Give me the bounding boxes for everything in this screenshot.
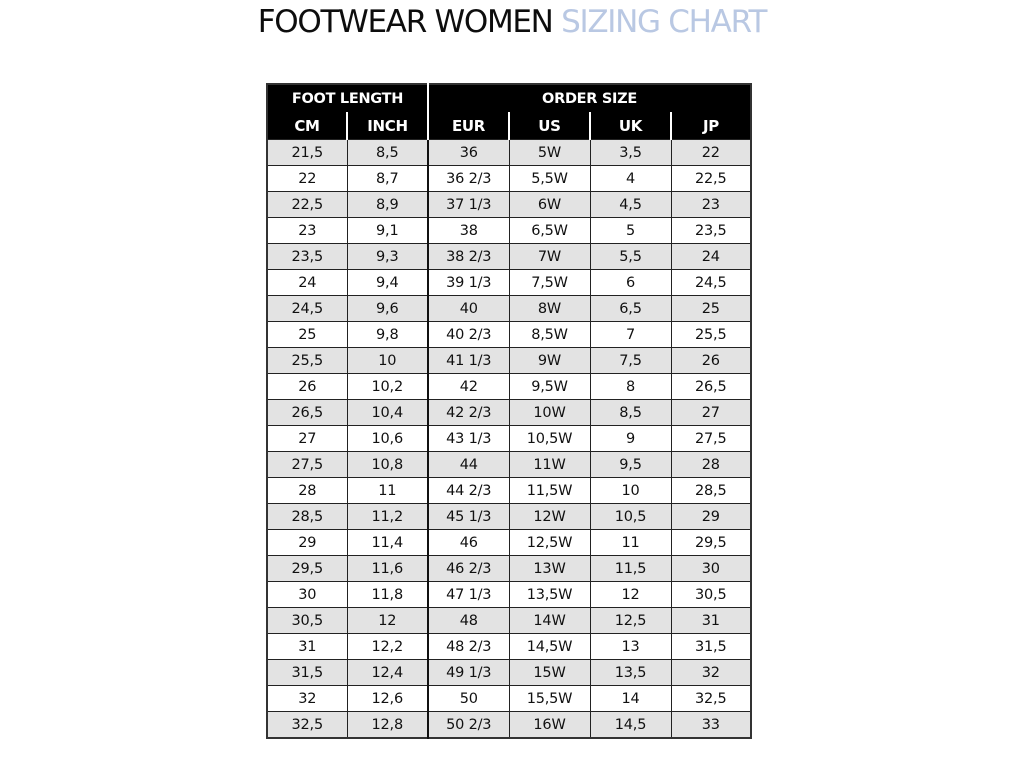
title-main: FOOTWEAR WOMEN: [257, 4, 553, 40]
cell-jp: 24,5: [671, 270, 751, 296]
cell-eur: 40: [428, 296, 509, 322]
cell-us: 9W: [509, 348, 590, 374]
cell-jp: 28: [671, 452, 751, 478]
cell-inch: 9,3: [347, 244, 428, 270]
cell-jp: 30: [671, 556, 751, 582]
cell-jp: 32: [671, 660, 751, 686]
cell-uk: 6: [590, 270, 671, 296]
cell-us: 16W: [509, 712, 590, 739]
table-row: [267, 192, 751, 218]
cell-eur: 37 1/3: [428, 192, 509, 218]
cell-inch: 10: [347, 348, 428, 374]
cell-eur: 43 1/3: [428, 426, 509, 452]
cell-us: 12W: [509, 504, 590, 530]
table-row: [267, 218, 751, 244]
table-row: [267, 166, 751, 192]
cell-eur: 41 1/3: [428, 348, 509, 374]
cell-inch: 12: [347, 608, 428, 634]
cell-us: 6,5W: [509, 218, 590, 244]
cell-jp: 22,5: [671, 166, 751, 192]
cell-us: 15W: [509, 660, 590, 686]
table-row: [267, 140, 751, 166]
cell-inch: 9,1: [347, 218, 428, 244]
cell-uk: 14: [590, 686, 671, 712]
table-row: [267, 660, 751, 686]
cell-inch: 8,5: [347, 140, 428, 166]
cell-inch: 11: [347, 478, 428, 504]
cell-cm: 26,5: [267, 400, 347, 426]
cell-inch: 8,7: [347, 166, 428, 192]
cell-eur: 38: [428, 218, 509, 244]
table-row: [267, 400, 751, 426]
table-row: [267, 556, 751, 582]
cell-eur: 40 2/3: [428, 322, 509, 348]
cell-cm: 22,5: [267, 192, 347, 218]
cell-eur: 36 2/3: [428, 166, 509, 192]
cell-cm: 29: [267, 530, 347, 556]
cell-cm: 23: [267, 218, 347, 244]
cell-eur: 48: [428, 608, 509, 634]
cell-cm: 28: [267, 478, 347, 504]
cell-jp: 26: [671, 348, 751, 374]
cell-us: 11W: [509, 452, 590, 478]
cell-uk: 14,5: [590, 712, 671, 739]
cell-cm: 25,5: [267, 348, 347, 374]
cell-cm: 23,5: [267, 244, 347, 270]
cell-us: 12,5W: [509, 530, 590, 556]
title-accent: SIZING CHART: [561, 4, 767, 40]
cell-us: 10W: [509, 400, 590, 426]
cell-inch: 10,8: [347, 452, 428, 478]
cell-jp: 25,5: [671, 322, 751, 348]
cell-eur: 46: [428, 530, 509, 556]
cell-inch: 12,6: [347, 686, 428, 712]
cell-uk: 5,5: [590, 244, 671, 270]
cell-inch: 12,2: [347, 634, 428, 660]
cell-cm: 29,5: [267, 556, 347, 582]
cell-cm: 27: [267, 426, 347, 452]
table-row: [267, 452, 751, 478]
cell-us: 10,5W: [509, 426, 590, 452]
column-header-eur: EUR: [428, 112, 509, 140]
cell-eur: 46 2/3: [428, 556, 509, 582]
cell-uk: 3,5: [590, 140, 671, 166]
cell-cm: 32,5: [267, 712, 347, 739]
cell-us: 15,5W: [509, 686, 590, 712]
cell-uk: 13,5: [590, 660, 671, 686]
table-row: [267, 374, 751, 400]
table-row: [267, 686, 751, 712]
cell-eur: 36: [428, 140, 509, 166]
table-row: [267, 582, 751, 608]
cell-inch: 9,6: [347, 296, 428, 322]
cell-us: 6W: [509, 192, 590, 218]
cell-jp: 27,5: [671, 426, 751, 452]
cell-inch: 11,8: [347, 582, 428, 608]
cell-eur: 45 1/3: [428, 504, 509, 530]
cell-eur: 42 2/3: [428, 400, 509, 426]
cell-inch: 12,8: [347, 712, 428, 739]
table-row: [267, 322, 751, 348]
table-row: [267, 244, 751, 270]
table-row: [267, 296, 751, 322]
cell-us: 5W: [509, 140, 590, 166]
table-row: [267, 426, 751, 452]
cell-uk: 7: [590, 322, 671, 348]
cell-jp: 27: [671, 400, 751, 426]
cell-jp: 26,5: [671, 374, 751, 400]
cell-uk: 7,5: [590, 348, 671, 374]
cell-us: 5,5W: [509, 166, 590, 192]
cell-eur: 44 2/3: [428, 478, 509, 504]
cell-us: 7,5W: [509, 270, 590, 296]
cell-inch: 12,4: [347, 660, 428, 686]
cell-uk: 8,5: [590, 400, 671, 426]
cell-inch: 9,8: [347, 322, 428, 348]
page-title: [0, 2, 1024, 42]
cell-eur: 50: [428, 686, 509, 712]
cell-cm: 31,5: [267, 660, 347, 686]
cell-jp: 30,5: [671, 582, 751, 608]
cell-eur: 38 2/3: [428, 244, 509, 270]
cell-uk: 13: [590, 634, 671, 660]
cell-uk: 8: [590, 374, 671, 400]
cell-us: 11,5W: [509, 478, 590, 504]
cell-cm: 26: [267, 374, 347, 400]
sizing-table: [266, 83, 752, 739]
table-row: [267, 530, 751, 556]
cell-cm: 27,5: [267, 452, 347, 478]
cell-jp: 25: [671, 296, 751, 322]
group-header-row: [267, 84, 751, 112]
cell-jp: 31: [671, 608, 751, 634]
cell-jp: 22: [671, 140, 751, 166]
cell-jp: 23: [671, 192, 751, 218]
cell-us: 8W: [509, 296, 590, 322]
cell-cm: 22: [267, 166, 347, 192]
cell-uk: 5: [590, 218, 671, 244]
cell-uk: 6,5: [590, 296, 671, 322]
cell-cm: 32: [267, 686, 347, 712]
cell-uk: 11: [590, 530, 671, 556]
table-row: [267, 634, 751, 660]
cell-eur: 48 2/3: [428, 634, 509, 660]
cell-cm: 21,5: [267, 140, 347, 166]
table-row: [267, 712, 751, 739]
table-row: [267, 608, 751, 634]
cell-cm: 24,5: [267, 296, 347, 322]
cell-inch: 11,6: [347, 556, 428, 582]
cell-inch: 9,4: [347, 270, 428, 296]
cell-eur: 47 1/3: [428, 582, 509, 608]
cell-jp: 23,5: [671, 218, 751, 244]
cell-eur: 49 1/3: [428, 660, 509, 686]
column-header-inch: INCH: [347, 112, 428, 140]
cell-uk: 12: [590, 582, 671, 608]
group-header-order-size: ORDER SIZE: [428, 84, 751, 112]
size-rows: [267, 140, 751, 739]
cell-inch: 8,9: [347, 192, 428, 218]
column-header-uk: UK: [590, 112, 671, 140]
cell-jp: 31,5: [671, 634, 751, 660]
cell-eur: 44: [428, 452, 509, 478]
column-header-us: US: [509, 112, 590, 140]
cell-inch: 11,2: [347, 504, 428, 530]
cell-cm: 25: [267, 322, 347, 348]
cell-inch: 10,2: [347, 374, 428, 400]
cell-eur: 39 1/3: [428, 270, 509, 296]
column-header-cm: CM: [267, 112, 347, 140]
cell-uk: 10,5: [590, 504, 671, 530]
cell-us: 13,5W: [509, 582, 590, 608]
table-row: [267, 478, 751, 504]
table-row: [267, 504, 751, 530]
cell-us: 7W: [509, 244, 590, 270]
cell-eur: 42: [428, 374, 509, 400]
table-row: [267, 348, 751, 374]
cell-inch: 10,6: [347, 426, 428, 452]
cell-uk: 4,5: [590, 192, 671, 218]
cell-us: 14,5W: [509, 634, 590, 660]
cell-us: 8,5W: [509, 322, 590, 348]
cell-uk: 4: [590, 166, 671, 192]
table-row: [267, 270, 751, 296]
group-header-foot-length: FOOT LENGTH: [267, 84, 428, 112]
cell-uk: 10: [590, 478, 671, 504]
cell-us: 13W: [509, 556, 590, 582]
cell-cm: 24: [267, 270, 347, 296]
cell-uk: 9: [590, 426, 671, 452]
cell-us: 9,5W: [509, 374, 590, 400]
cell-inch: 10,4: [347, 400, 428, 426]
cell-jp: 29,5: [671, 530, 751, 556]
column-header-row: [267, 112, 751, 140]
cell-uk: 9,5: [590, 452, 671, 478]
cell-cm: 28,5: [267, 504, 347, 530]
cell-jp: 29: [671, 504, 751, 530]
cell-eur: 50 2/3: [428, 712, 509, 739]
cell-jp: 32,5: [671, 686, 751, 712]
cell-cm: 30,5: [267, 608, 347, 634]
cell-uk: 11,5: [590, 556, 671, 582]
cell-cm: 31: [267, 634, 347, 660]
column-header-jp: JP: [671, 112, 751, 140]
cell-cm: 30: [267, 582, 347, 608]
cell-us: 14W: [509, 608, 590, 634]
cell-jp: 24: [671, 244, 751, 270]
cell-inch: 11,4: [347, 530, 428, 556]
cell-jp: 28,5: [671, 478, 751, 504]
cell-uk: 12,5: [590, 608, 671, 634]
cell-jp: 33: [671, 712, 751, 739]
